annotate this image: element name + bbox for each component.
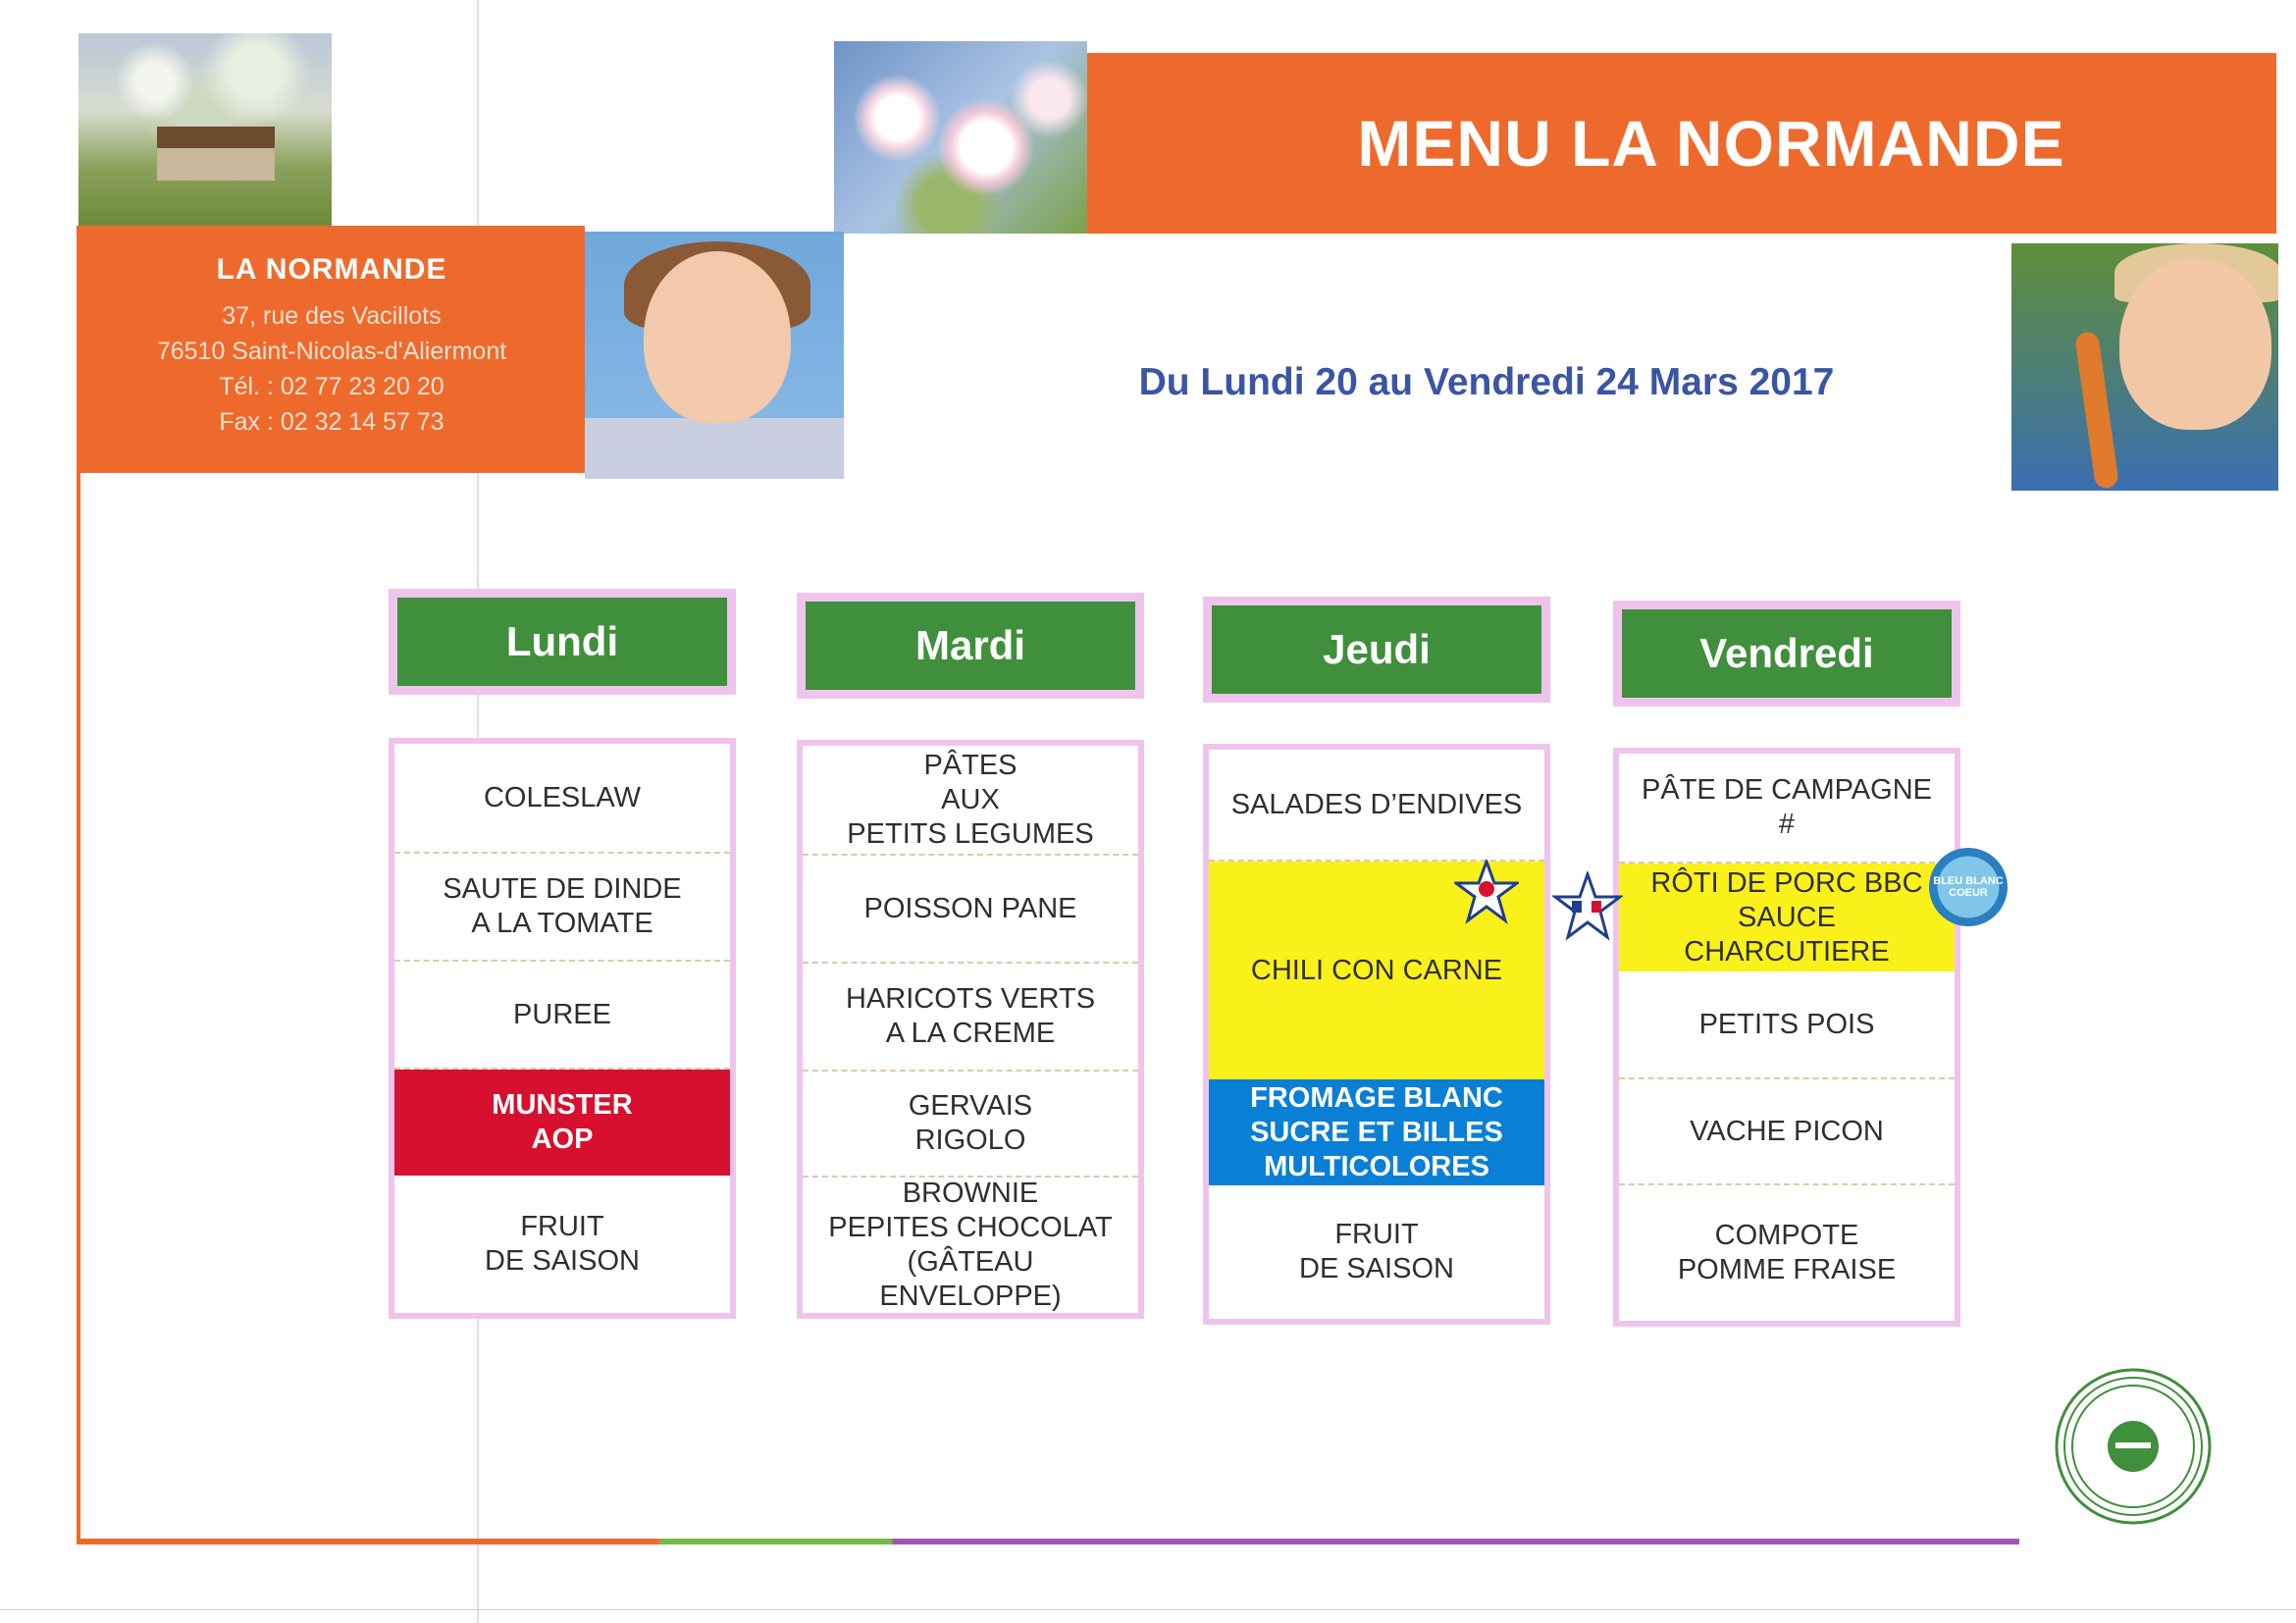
menu-item-dessert: FRUIT DE SAISON bbox=[485, 1211, 640, 1277]
fax-number: Fax : 02 32 14 57 73 bbox=[219, 408, 444, 436]
menu-item-dessert: FRUIT DE SAISON bbox=[1299, 1219, 1454, 1284]
menu-column-jeudi bbox=[1203, 744, 1550, 1325]
day-name: Mardi bbox=[806, 602, 1135, 690]
page-title: MENU LA NORMANDE bbox=[1357, 107, 2065, 180]
viande-bovine-francaise-icon bbox=[1454, 860, 1519, 924]
menu-column-mardi bbox=[797, 740, 1144, 1319]
bleu-blanc-coeur-icon: BLEU BLANC COEUR bbox=[1929, 848, 2008, 926]
apple-blossom-photo bbox=[834, 41, 1087, 234]
menu-item-starter: COLESLAW bbox=[394, 744, 730, 854]
company-name: LA NORMANDE bbox=[216, 253, 447, 286]
menu-item-dairy: FROMAGE BLANC SUCRE ET BILLES MULTICOLORES bbox=[1209, 1079, 1544, 1185]
date-range: Du Lundi 20 au Vendredi 24 Mars 2017 bbox=[1138, 361, 1835, 403]
menu-item-dessert: BROWNIE PEPITES CHOCOLAT (GÂTEAU ENVELOPPE) bbox=[828, 1178, 1113, 1312]
address-city: 76510 Saint-Nicolas-d'Aliermont bbox=[156, 338, 507, 365]
menu-column-lundi bbox=[389, 738, 736, 1319]
menu-item-main-label: CHILI CON CARNE bbox=[1250, 954, 1503, 986]
le-porc-francais-icon bbox=[1552, 871, 1623, 942]
menu-column-vendredi bbox=[1613, 748, 1960, 1327]
menu-item-main: POISSON PANE bbox=[803, 856, 1138, 964]
menu-item-starter: SALADES D’ENDIVES bbox=[1209, 750, 1544, 862]
la-normande-logo bbox=[2053, 1366, 2214, 1527]
menu-item-cheese: GERVAIS RIGOLO bbox=[803, 1072, 1138, 1178]
menu-item-starter: PÂTES AUX PETITS LEGUMES bbox=[803, 746, 1138, 856]
menu-item-main: SAUTE DE DINDE A LA TOMATE bbox=[394, 854, 730, 962]
menu-item-starter: PÂTE DE CAMPAGNE # bbox=[1619, 754, 1955, 864]
menu-item-side: PETITS POIS bbox=[1619, 971, 1955, 1079]
menu-item-side: HARICOTS VERTS A LA CREME bbox=[803, 964, 1138, 1072]
orchard-photo bbox=[78, 33, 332, 226]
day-header-mardi bbox=[797, 593, 1144, 699]
phone-number: Tél. : 02 77 23 20 20 bbox=[219, 373, 444, 400]
menu-item-cheese: MUNSTER AOP bbox=[394, 1070, 730, 1176]
day-header-lundi bbox=[389, 589, 736, 695]
title-banner bbox=[1087, 53, 2276, 234]
bottom-rule bbox=[0, 1609, 2296, 1610]
address-box bbox=[78, 226, 585, 473]
menu-item-main: RÔTI DE PORC BBC SAUCE CHARCUTIERE bbox=[1619, 864, 1955, 971]
day-header-jeudi bbox=[1203, 597, 1550, 703]
page-border-bottom bbox=[77, 1539, 2019, 1544]
girl-photo bbox=[585, 232, 844, 479]
day-name: Vendredi bbox=[1622, 609, 1952, 698]
menu-item-dessert: COMPOTE POMME FRAISE bbox=[1677, 1220, 1897, 1285]
menu-item-side: PUREE bbox=[394, 962, 730, 1070]
menu-item-cheese: VACHE PICON bbox=[1619, 1079, 1955, 1185]
day-name: Jeudi bbox=[1212, 605, 1541, 694]
boy-with-carrot-photo bbox=[2011, 243, 2278, 491]
address-street: 37, rue des Vacillots bbox=[222, 302, 442, 330]
day-header-vendredi bbox=[1613, 601, 1960, 707]
day-name: Lundi bbox=[397, 598, 727, 686]
